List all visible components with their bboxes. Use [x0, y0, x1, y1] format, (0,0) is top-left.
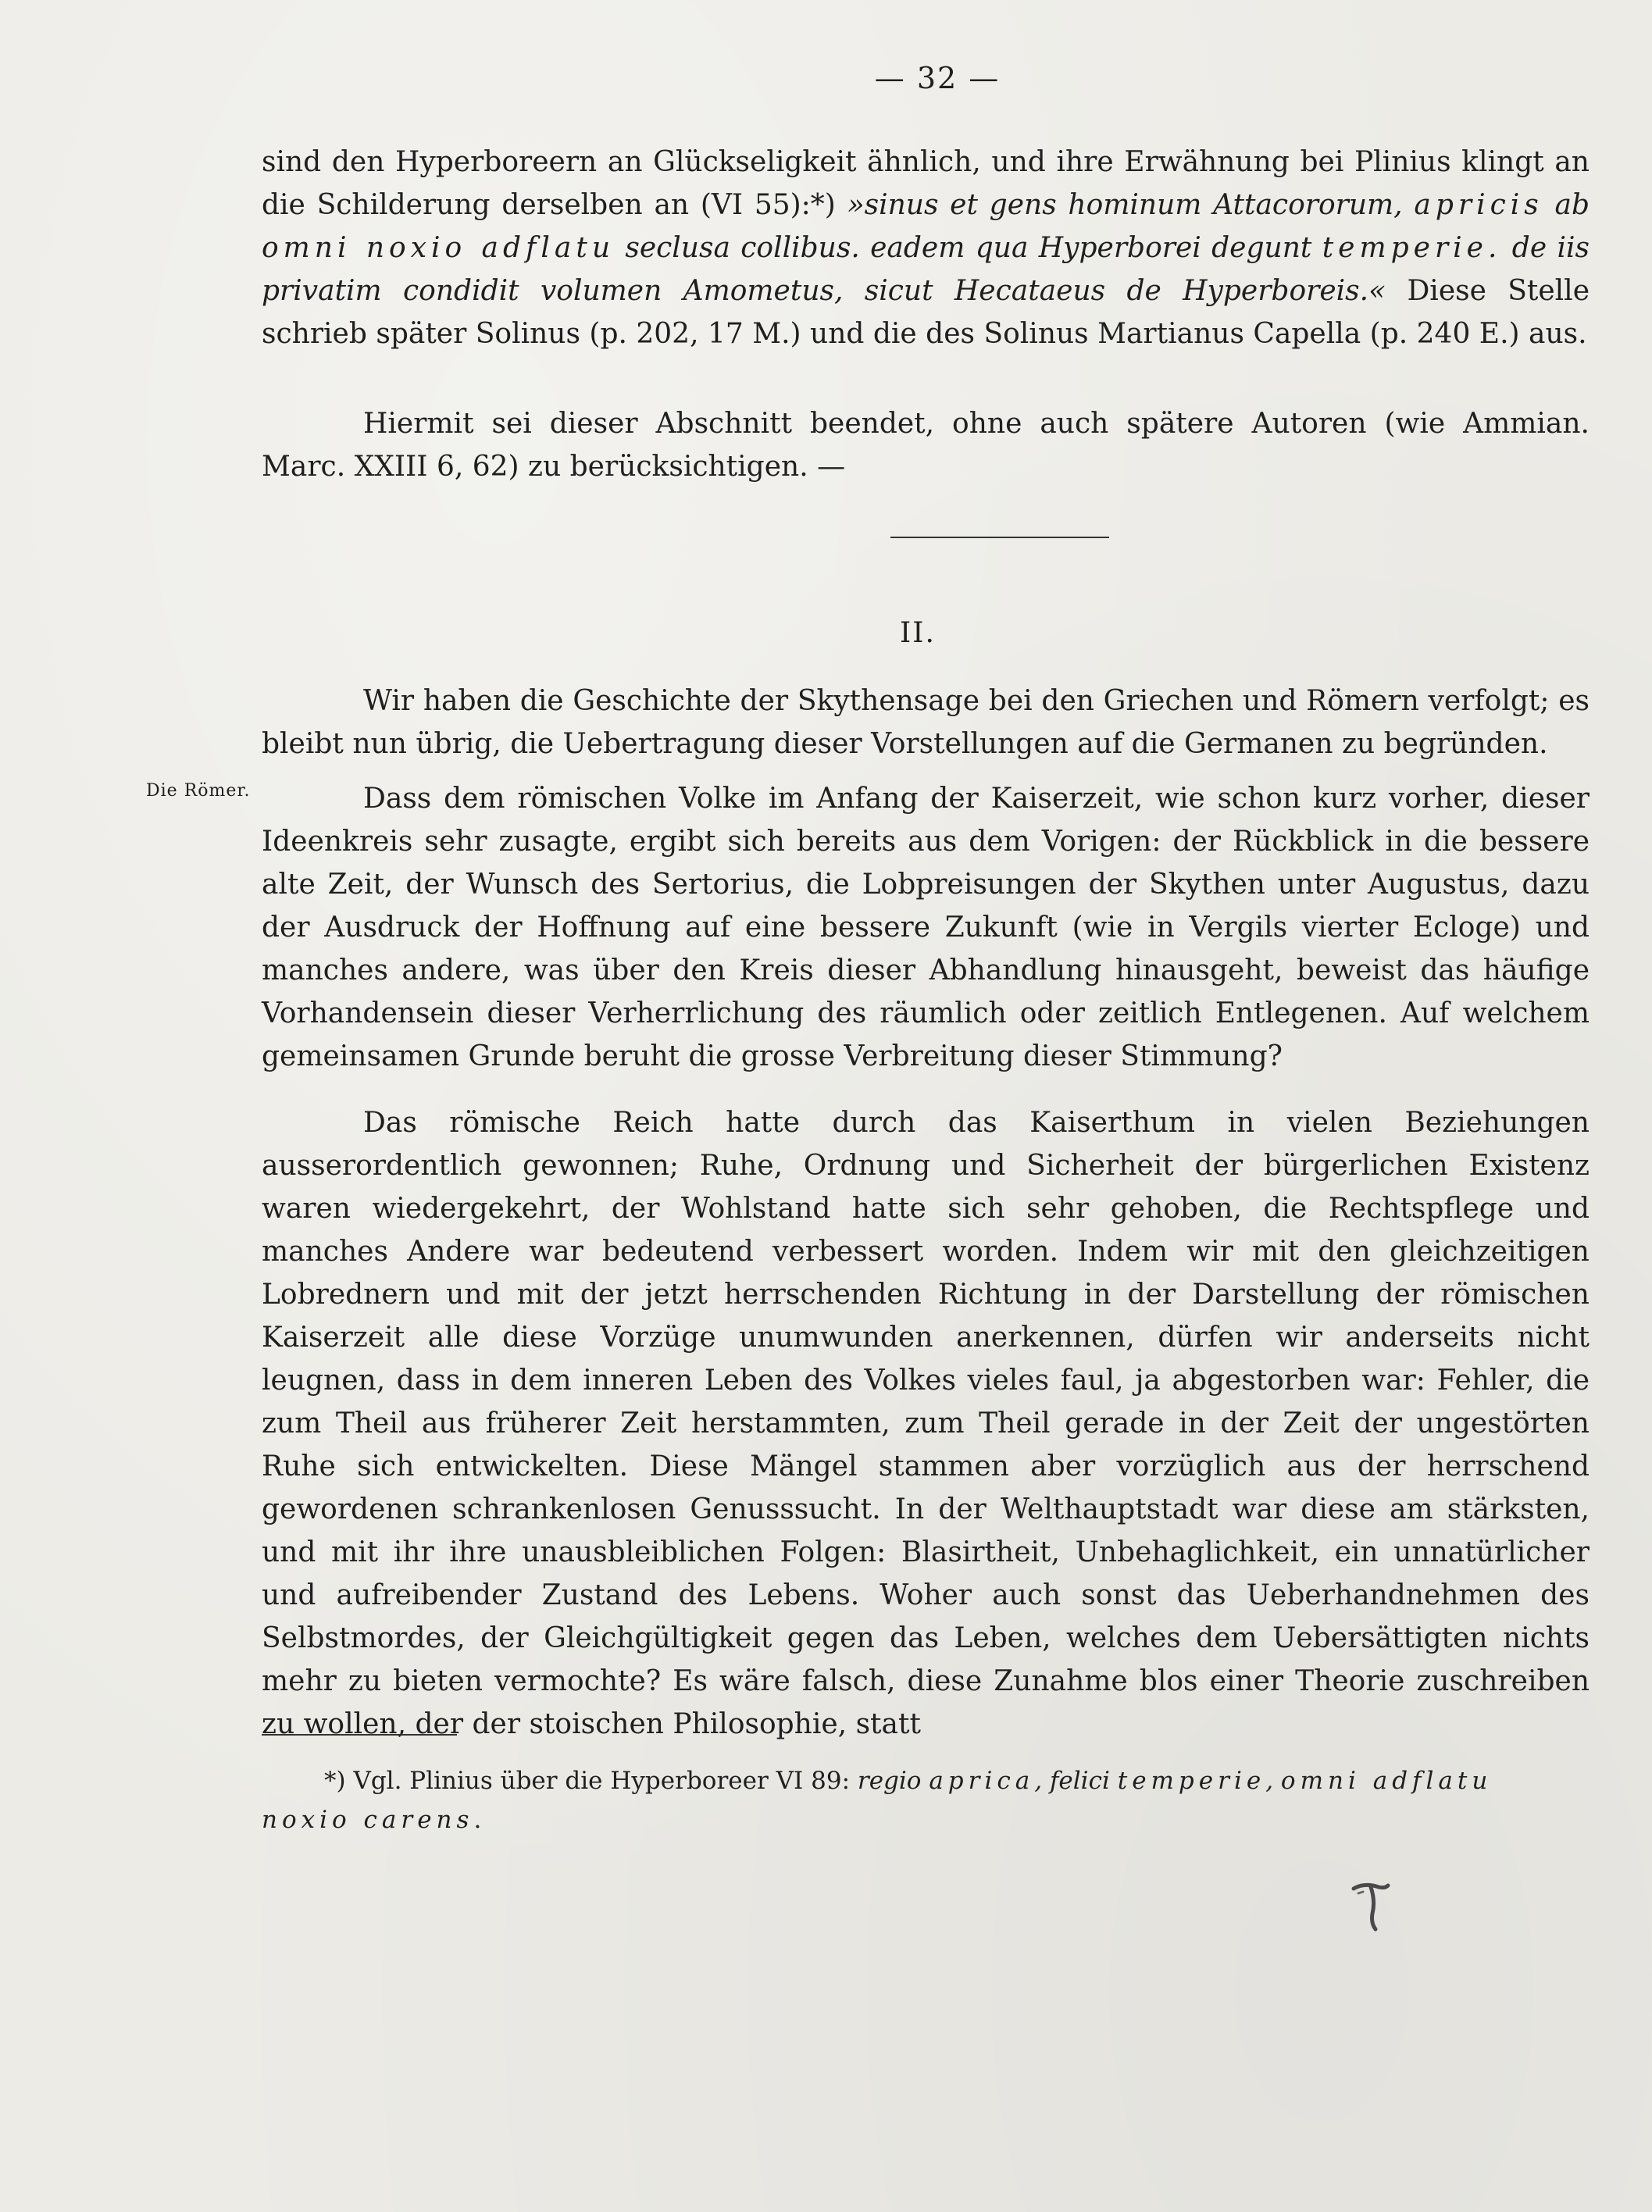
paragraph-hyperboreer — [262, 141, 1590, 355]
latin-quote: »sinus et gens hominum Attacororum, — [847, 189, 1415, 221]
ink-mark-icon — [1347, 1875, 1394, 1937]
paragraph-text: sind den Hyperboreern an Glückseligkeit ähnlich, und ihre Erwähnung bei Plinius klingt an die Schilderung derselben an (VI 55):*) — [262, 146, 1590, 221]
footnote-quote: , — [1265, 1767, 1281, 1795]
paragraph-roemisches-volk — [262, 777, 1590, 1078]
paragraph-text: Diese Stelle schrieb später Solinus (p. 202, 17 M.) und die des Solinus Martianus Capella (p. 240 E.) aus. — [262, 275, 1590, 350]
latin-quote-spaced: temperie. — [1322, 232, 1502, 264]
section-divider — [890, 537, 1109, 538]
paragraph-text: Das römische Reich hatte durch das Kaiserthum in vielen Beziehungen ausserordentlich gewonnen; Ruhe, Ordnung und Sicherheit der bürgerlichen Existenz waren wiedergekehrt, der Wohlstand hatte sich sehr gehoben, die Rechtspflege und manches Andere war bedeutend verbessert worden. Indem wir mit den gleichzeitigen Lobrednern und mit der jetzt herrschenden Richtung in der Darstellung der römischen Kaiserzeit alle diese Vorzüge unumwunden anerkennen, dürfen wir anderseits nicht leugnen, dass in dem inneren Leben des Volkes vieles faul, ja abgestorben war: Fehler, die zum Theil aus früherer Zeit herstammten, zum Theil gerade in der Zeit der ungestörten Ruhe sich entwickelten. Diese Mängel stammen aber vorzüglich aus der herrschend gewordenen schrankenlosen Genusssucht. In der Welthauptstadt war diese am stärksten, und mit ihr ihre unausbleiblichen Folgen: Blasirtheit, Unbehaglichkeit, ein unnatürlicher und aufreibender Zustand des Lebens. Woher auch sonst das Ueberhandnehmen des Selbstmordes, der Gleichgültigkeit gegen das Leben, welches dem Uebersättigten nichts mehr zu bieten vermochte? Es wäre falsch, diese Zunahme blos einer Theorie zuschreiben zu wollen, der der stoischen Philosophie, statt — [262, 1107, 1590, 1740]
margin-note: Die Römer. — [146, 781, 251, 801]
page-number: — 32 — — [874, 61, 1001, 95]
footnote-quote: , felici — [1034, 1767, 1118, 1795]
paragraph-text: Hiermit sei dieser Abschnitt beendet, ohne auch spätere Autoren (wie Ammian. Marc. XXIII 6, 62) zu berücksichtigen. — — [262, 408, 1590, 483]
footnote — [262, 1761, 1590, 1839]
footnote-quote-spaced: temperie — [1117, 1767, 1266, 1795]
paragraph-hiermit — [262, 402, 1590, 488]
latin-quote: seclusa collibus. eadem qua Hyperborei degunt — [615, 232, 1322, 264]
paragraph-kaiserthum — [262, 1101, 1590, 1746]
footnote-text: *) Vgl. Plinius über die Hyperboreer VI 89: — [324, 1767, 858, 1795]
section-heading: II. — [900, 617, 936, 649]
footnote-quote: regio — [857, 1767, 929, 1795]
latin-quote-spaced: apricis — [1414, 189, 1543, 221]
footnote-rule — [262, 1734, 457, 1736]
latin-quote-spaced: omni noxio adflatu — [262, 232, 615, 264]
latin-quote: de iis privatim condidit volumen Amometus, sicut Hecataeus de Hyperboreis.« — [262, 232, 1590, 307]
footnote-quote-spaced: omni adflatu noxio carens — [262, 1767, 1493, 1834]
footnote-text: . — [473, 1806, 482, 1834]
paragraph-text: Dass dem römischen Volke im Anfang der Kaiserzeit, wie schon kurz vorher, dieser Ideenkreis sehr zusagte, ergibt sich bereits aus dem Vorigen: der Rückblick in die bessere alte Zeit, der Wunsch des Sertorius, die Lobpreisungen der Skythen unter Augustus, dazu der Ausdruck der Hoffnung auf eine bessere Zukunft (wie in Vergils vierter Ecloge) und manches andere, was über den Kreis dieser Abhandlung hinausgeht, beweist das häufige Vorhandensein dieser Verherrlichung des räumlich oder zeitlich Entlegenen. Auf welchem gemeinsamen Grunde beruht die grosse Verbreitung dieser Stimmung? — [262, 783, 1590, 1072]
paragraph-skythensage — [262, 680, 1590, 765]
latin-quote: ab — [1543, 189, 1590, 221]
footnote-quote-spaced: aprica — [929, 1767, 1035, 1795]
paragraph-text: Wir haben die Geschichte der Skythensage bei den Griechen und Römern verfolgt; es bleibt nun übrig, die Uebertragung dieser Vorstellungen auf die Germanen zu begründen. — [262, 685, 1590, 760]
